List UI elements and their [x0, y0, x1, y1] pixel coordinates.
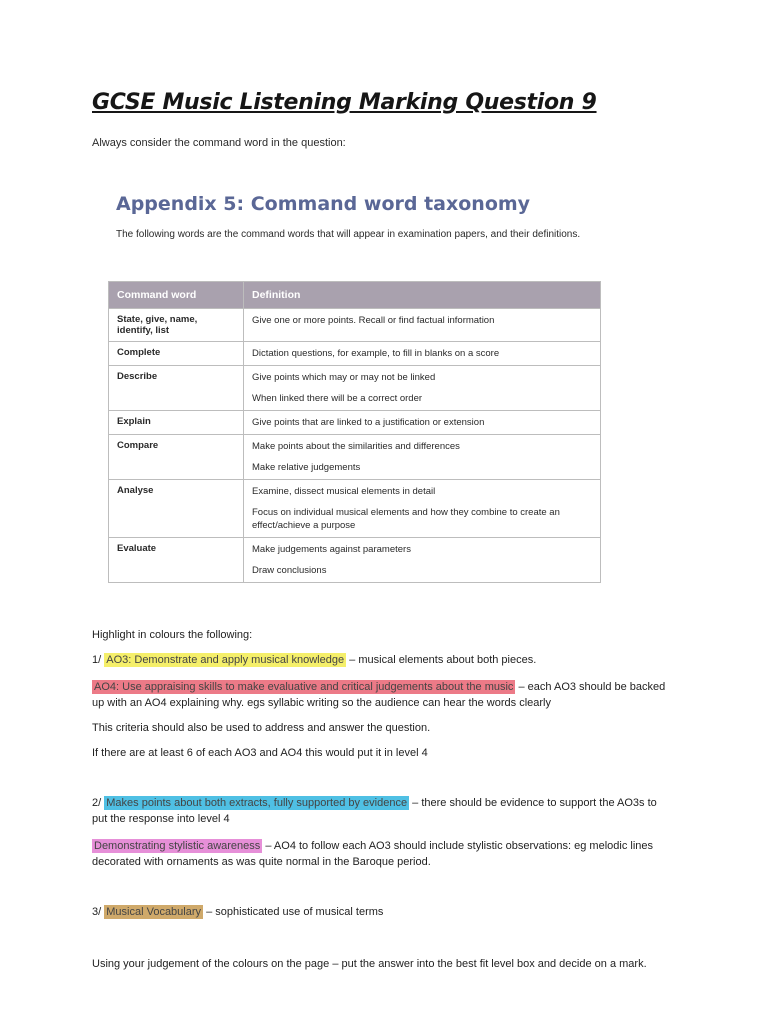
ao3-highlight: AO3: Demonstrate and apply musical knowledge	[106, 654, 345, 666]
definition-line: Give one or more points. Recall or find factual information	[252, 315, 495, 326]
definition-cell	[244, 342, 601, 366]
evidence-highlight: Makes points about both extracts, fully supported by evidence	[106, 797, 408, 809]
table-row	[109, 342, 601, 366]
command-word: Describe	[109, 366, 244, 411]
header-command-word: Command word	[109, 282, 244, 309]
intro-text: Always consider the command word in the question:	[92, 137, 346, 149]
definition-line: Make points about the similarities and differences	[252, 441, 460, 452]
criterion-stylistic	[92, 838, 672, 870]
definition-cell	[244, 411, 601, 435]
item-number: 1/	[92, 654, 102, 666]
criterion-evidence	[92, 795, 672, 827]
ao4-description: – each AO3 should be backed up with an AO4 explaining why. egs syllabic writing so the audience can hear the words clearly	[92, 681, 666, 709]
vocabulary-highlight: Musical Vocabulary	[106, 906, 202, 918]
command-word: Complete	[109, 342, 244, 366]
item-number: 2/	[92, 797, 102, 809]
ao3-description: – musical elements about both pieces.	[349, 654, 537, 666]
table-row	[109, 366, 601, 411]
command-word-table	[108, 281, 601, 583]
criterion-ao4	[92, 679, 672, 711]
stylistic-description: – AO4 to follow each AO3 should include stylistic observations: eg melodic lines decorated with ornaments as was quite normal in the Baroque period.	[92, 840, 654, 868]
definition-cell	[244, 480, 601, 538]
command-word: Compare	[109, 435, 244, 480]
definition-line: Give points which may or may not be linked	[252, 372, 436, 383]
table-row	[109, 538, 601, 583]
criterion-vocabulary	[92, 904, 383, 920]
definition-line: Draw conclusions	[252, 565, 327, 576]
definition-line: Examine, dissect musical elements in detail	[252, 486, 436, 497]
command-word: Analyse	[109, 480, 244, 538]
definition-line: Make judgements against parameters	[252, 544, 411, 555]
definition-line: Make relative judgements	[252, 462, 361, 473]
appendix-title: Appendix 5: Command word taxonomy	[116, 193, 531, 215]
evidence-description: – there should be evidence to support the AO3s to put the response into level 4	[92, 797, 657, 825]
page-title: GCSE Music Listening Marking Question 9	[92, 90, 597, 115]
table-row	[109, 480, 601, 538]
command-word: Evaluate	[109, 538, 244, 583]
final-instruction: Using your judgement of the colours on the page – put the answer into the best fit level box and decide on a mark.	[92, 958, 647, 970]
vocabulary-description: – sophisticated use of musical terms	[206, 906, 384, 918]
command-word: State, give, name, identify, list	[109, 309, 244, 342]
table-header-row	[109, 282, 601, 309]
definition-line: Give points that are linked to a justification or extension	[252, 417, 485, 428]
definition-cell	[244, 538, 601, 583]
definition-cell	[244, 309, 601, 342]
definition-line: When linked there will be a correct order	[252, 393, 423, 404]
item-number: 3/	[92, 906, 102, 918]
criterion-ao3	[92, 652, 692, 668]
table-row	[109, 309, 601, 342]
level-line: If there are at least 6 of each AO3 and AO4 this would put it in level 4	[92, 747, 428, 759]
criteria-line: This criteria should also be used to address and answer the question.	[92, 722, 431, 734]
appendix-intro: The following words are the command words that will appear in examination papers, and their definitions.	[116, 229, 581, 240]
command-word: Explain	[109, 411, 244, 435]
definition-line: Focus on individual musical elements and how they combine to create an effect/achieve a purpose	[252, 507, 560, 531]
table-row	[109, 411, 601, 435]
definition-line: Dictation questions, for example, to fill in blanks on a score	[252, 348, 500, 359]
header-definition: Definition	[244, 282, 601, 309]
stylistic-highlight: Demonstrating stylistic awareness	[94, 840, 261, 852]
definition-cell	[244, 435, 601, 480]
table-row	[109, 435, 601, 480]
definition-cell	[244, 366, 601, 411]
ao4-highlight: AO4: Use appraising skills to make evaluative and critical judgements about the music	[94, 681, 514, 693]
highlight-heading: Highlight in colours the following:	[92, 629, 253, 641]
